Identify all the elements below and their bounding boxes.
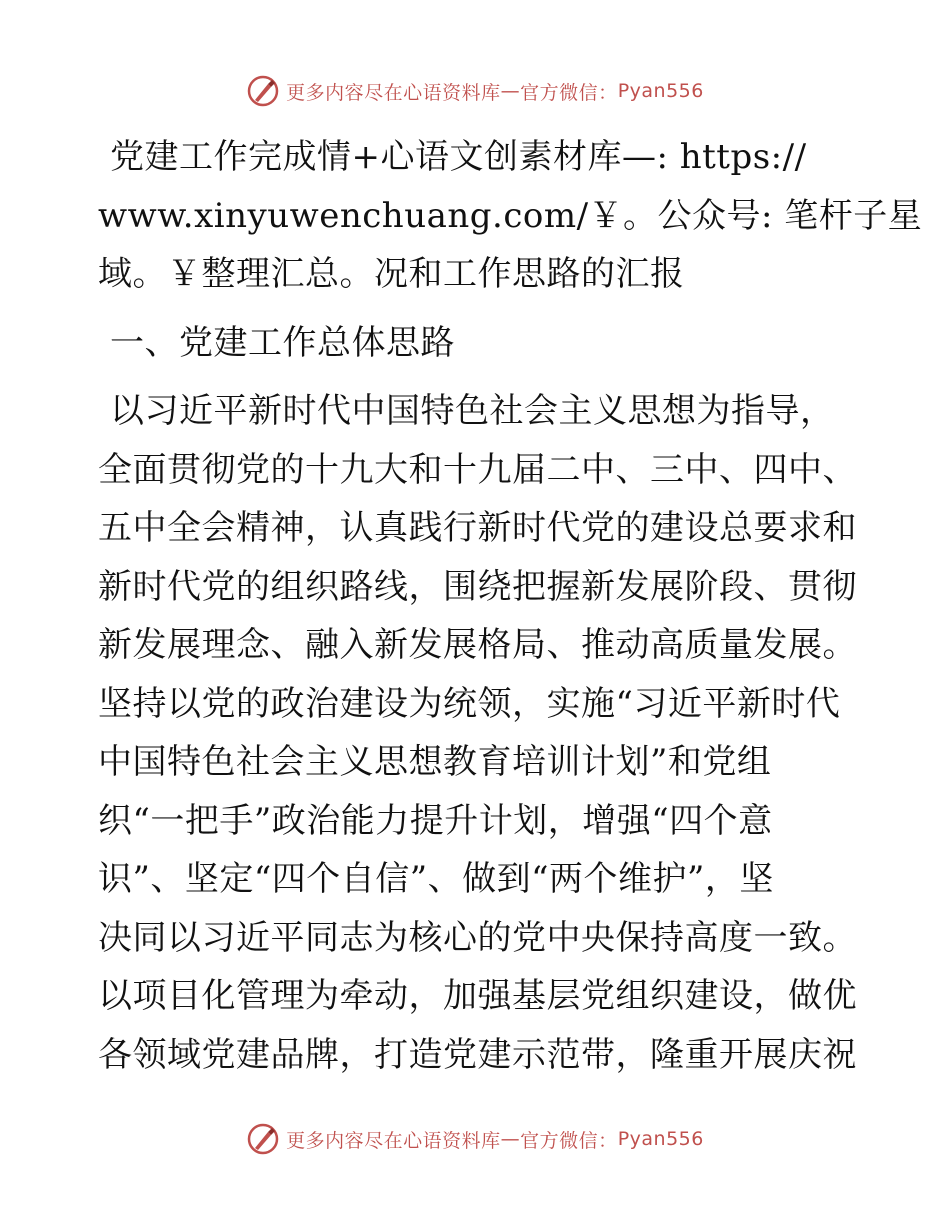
- body-line-5: 新发展理念、融入新发展格局、推动高质量发展。: [98, 625, 857, 665]
- watermark-brand-text: 更多内容尽在心语资料库: [286, 81, 501, 104]
- watermark-brand-text: 更多内容尽在心语资料库: [286, 1129, 501, 1152]
- body-line-1: 以习近平新时代中国特色社会主义思想为指导，: [110, 391, 835, 431]
- body-line-3: 五中全会精神，认真践行新时代党的建设总要求和: [98, 508, 857, 548]
- body-line-12: 各领域党建品牌，打造党建示范带，隆重开展庆祝: [98, 1034, 857, 1075]
- body-line-9: 识”、坚定“四个自信”、做到“两个维护”，坚: [98, 859, 774, 899]
- body-line-4: 新时代党的组织路线，围绕把握新发展阶段、贯彻: [98, 566, 857, 607]
- watermark-separator: —: [500, 1128, 521, 1150]
- title-line-3: 域。￥整理汇总。况和工作思路的汇报: [98, 254, 685, 294]
- body-line-6: 坚持以党的政治建设为统领，实施“习近平新时代: [98, 683, 841, 724]
- watermark-wechat-id: Pyan556: [617, 80, 704, 102]
- body-line-2: 全面贯彻党的十九大和十九届二中、三中、四中、: [98, 449, 857, 490]
- footer-watermark: [0, 1122, 950, 1156]
- title-line-2: www.xinyuwenchuang.com/￥。公众号: 笔杆子星: [98, 195, 923, 236]
- body-line-7: 中国特色社会主义思想教育培训计划”和党组: [98, 742, 772, 782]
- pen-logo-icon: [246, 74, 280, 108]
- document-body: [98, 128, 923, 1084]
- header-watermark: [0, 74, 950, 108]
- pen-logo-icon: [246, 1122, 280, 1156]
- watermark-separator: —: [500, 80, 521, 102]
- section-heading: 一、党建工作总体思路: [110, 322, 455, 363]
- watermark-wechat-label: 官方微信：: [520, 1129, 618, 1152]
- watermark-wechat-label: 官方微信：: [520, 81, 618, 104]
- body-line-10: 决同以习近平同志为核心的党中央保持高度一致。: [98, 917, 857, 958]
- title-line-1: 党建工作完成情+心语文创素材库—: https://: [110, 137, 807, 177]
- watermark-wechat-id: Pyan556: [617, 1128, 704, 1150]
- body-line-8: 织“一把手”政治能力提升计划，增强“四个意: [98, 800, 773, 841]
- body-line-11: 以项目化管理为牵动，加强基层党组织建设，做优: [98, 976, 857, 1016]
